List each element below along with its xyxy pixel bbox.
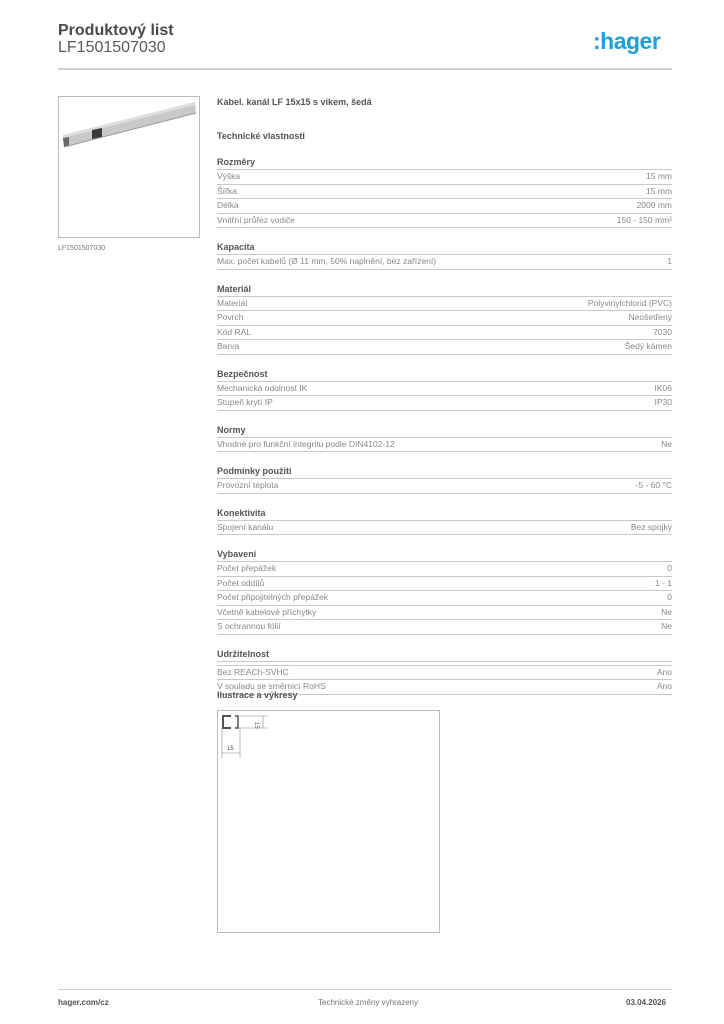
table-row bbox=[217, 606, 672, 621]
row-label: Povrch bbox=[217, 312, 244, 322]
row-value: Neošetřený bbox=[628, 312, 672, 322]
row-label: Šířka bbox=[217, 185, 237, 196]
table-row bbox=[217, 479, 672, 494]
row-label: Vnitřní průřez vodiče bbox=[217, 214, 295, 225]
row-label: Spojení kanálu bbox=[217, 521, 274, 532]
row-value: 1 bbox=[667, 256, 672, 266]
row-value: 2000 mm bbox=[636, 200, 672, 210]
row-value: 1 - 1 bbox=[654, 577, 672, 588]
page-title: Produktový list bbox=[58, 22, 174, 39]
row-label: Včetně kabelové příchytky bbox=[217, 606, 317, 617]
row-value: IP30 bbox=[654, 397, 672, 407]
group-title: Podmínky použití bbox=[217, 464, 672, 479]
table-row bbox=[217, 297, 672, 312]
header-divider bbox=[58, 68, 672, 70]
table-row bbox=[217, 382, 672, 397]
row-value: Ne bbox=[661, 438, 672, 449]
group-equipment bbox=[217, 547, 672, 635]
row-label: Kód RAL bbox=[217, 326, 252, 337]
footer-date: 03.04.2026 bbox=[626, 998, 667, 1007]
product-code: LF1501507030 bbox=[58, 39, 166, 56]
row-value: 0 bbox=[667, 592, 672, 602]
table-row bbox=[217, 665, 672, 681]
cable-trunking-image-icon bbox=[59, 97, 199, 237]
group-standards bbox=[217, 423, 672, 453]
product-image bbox=[58, 96, 200, 238]
row-label: Výška bbox=[217, 171, 241, 181]
group-title: Materiál bbox=[217, 282, 672, 297]
group-title: Udržitelnost bbox=[217, 647, 672, 662]
table-row bbox=[217, 562, 672, 577]
row-label: Barva bbox=[217, 341, 240, 351]
row-value: Šedý kámen bbox=[624, 341, 672, 351]
group-title: Rozměry bbox=[217, 155, 672, 170]
row-value: 150 - 150 mm² bbox=[616, 214, 672, 225]
row-label: Materiál bbox=[217, 297, 248, 308]
footer-website-link[interactable]: hager.com/cz bbox=[58, 998, 109, 1007]
row-value: Ne bbox=[661, 606, 672, 617]
row-label: Počet připojitelných přepážek bbox=[217, 592, 329, 602]
row-value: 15 mm bbox=[646, 185, 672, 196]
group-connectivity bbox=[217, 506, 672, 536]
svg-text:15: 15 bbox=[227, 746, 234, 752]
table-row bbox=[217, 340, 672, 355]
table-row bbox=[217, 396, 672, 411]
group-title: Vybavení bbox=[217, 547, 672, 562]
table-row bbox=[217, 591, 672, 606]
row-label: Délka bbox=[217, 200, 239, 210]
table-row bbox=[217, 326, 672, 341]
main-content bbox=[217, 95, 672, 695]
footer-notice: Technické změny vyhrazeny bbox=[318, 998, 419, 1007]
row-value: Ano bbox=[656, 666, 672, 677]
table-row bbox=[217, 577, 672, 592]
row-value: Ne bbox=[661, 621, 672, 631]
group-capacity bbox=[217, 240, 672, 270]
row-label: Bez REACh-SVHC bbox=[217, 666, 289, 677]
row-label: S ochrannou fólií bbox=[217, 621, 281, 631]
cross-section-drawing-icon bbox=[218, 711, 439, 932]
row-label: Stupeň krytí IP bbox=[217, 397, 273, 407]
row-label: Počet přepážek bbox=[217, 563, 277, 573]
table-row bbox=[217, 199, 672, 214]
group-title: Kapacita bbox=[217, 240, 672, 255]
illustrations-heading: Ilustrace a výkresy bbox=[217, 690, 298, 700]
group-safety bbox=[217, 367, 672, 411]
table-row bbox=[217, 620, 672, 635]
technical-heading: Technické vlastnosti bbox=[217, 131, 305, 141]
row-value: -5 - 60 °C bbox=[635, 480, 672, 490]
row-value: 0 bbox=[667, 563, 672, 573]
svg-text:15: 15 bbox=[253, 722, 259, 729]
row-label: Vhodné pro funkční integritu podle DIN4102-12 bbox=[217, 438, 395, 449]
row-value: IK06 bbox=[654, 382, 672, 393]
table-row bbox=[217, 185, 672, 200]
group-conditions bbox=[217, 464, 672, 494]
footer-divider bbox=[58, 989, 672, 990]
group-title: Normy bbox=[217, 423, 672, 438]
table-row bbox=[217, 255, 672, 270]
product-name: Kabel. kanál LF 15x15 s víkem, šedá bbox=[217, 97, 372, 107]
row-label: V souladu se směrnicí RoHS bbox=[217, 681, 326, 691]
table-row bbox=[217, 170, 672, 185]
technical-drawing bbox=[217, 710, 440, 933]
row-value: 7030 bbox=[653, 326, 672, 337]
row-label: Počet oddílů bbox=[217, 577, 265, 588]
group-title: Konektivita bbox=[217, 506, 672, 521]
group-sustainability bbox=[217, 647, 672, 695]
table-row bbox=[217, 521, 672, 536]
row-value: Ano bbox=[656, 681, 672, 691]
row-value: 15 mm bbox=[646, 171, 672, 181]
row-value: Polyvinylchlorid (PVC) bbox=[587, 297, 672, 308]
row-label: Mechanická odolnost IK bbox=[217, 382, 308, 393]
group-material bbox=[217, 282, 672, 355]
table-row bbox=[217, 311, 672, 326]
hager-logo: :hager bbox=[593, 28, 661, 54]
row-label: Max. počet kabelů (Ø 11 mm, 50% naplnění, bez zařízení) bbox=[217, 256, 437, 266]
table-row bbox=[217, 214, 672, 229]
group-dimensions bbox=[217, 155, 672, 228]
row-label: Provozní teplota bbox=[217, 480, 279, 490]
row-value: Bez spojky bbox=[630, 521, 672, 532]
product-image-caption: LF1501507030 bbox=[58, 245, 106, 252]
table-row bbox=[217, 438, 672, 453]
group-title: Bezpečnost bbox=[217, 367, 672, 382]
